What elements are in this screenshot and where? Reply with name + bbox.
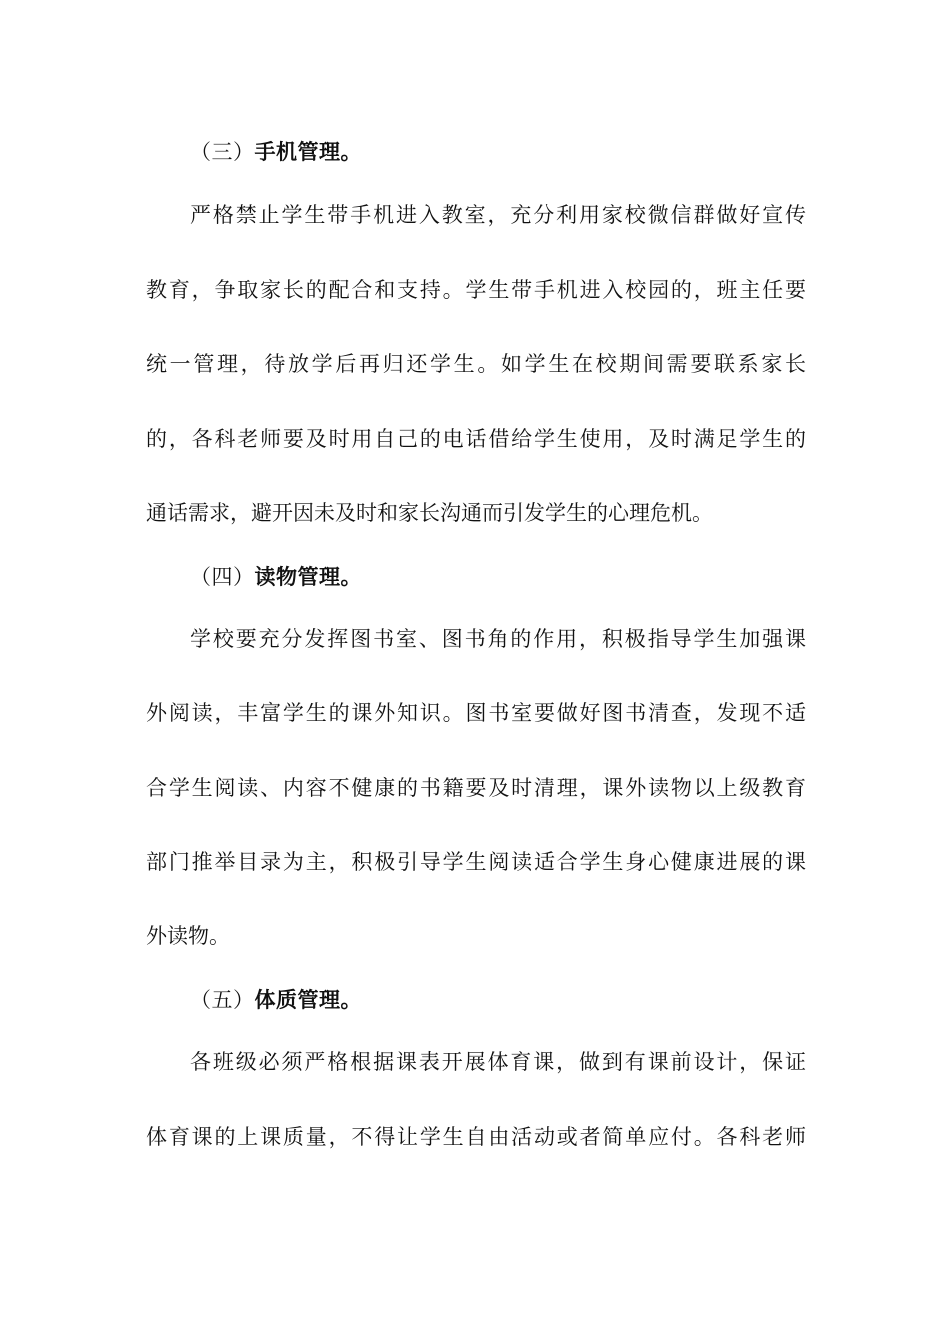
section-title: 手机管理。: [254, 139, 362, 164]
paragraph-line: 严格禁止学生带手机进入教室，充分利用家校微信群做好宣传: [190, 203, 806, 227]
section-number: （三）: [190, 140, 255, 164]
paragraph-line: 外读物。: [146, 924, 230, 948]
paragraph-line: 教育，争取家长的配合和支持。学生带手机进入校园的，班主任要: [146, 278, 806, 302]
section-heading-5: [190, 986, 362, 1014]
section-title: 体质管理。: [254, 987, 362, 1012]
paragraph-line: 的，各科老师要及时用自己的电话借给学生使用，及时满足学生的: [146, 427, 806, 451]
section-heading-3: [190, 138, 362, 166]
section-heading-4: [190, 563, 362, 591]
paragraph-line: 通话需求，避开因未及时和家长沟通而引发学生的心理危机。: [146, 501, 713, 525]
section-number: （四）: [190, 565, 255, 589]
paragraph-line: 合学生阅读、内容不健康的书籍要及时清理，课外读物以上级教育: [146, 776, 806, 800]
paragraph-line: 体育课的上课质量，不得让学生自由活动或者简单应付。各科老师: [146, 1125, 806, 1149]
paragraph-line: 外阅读，丰富学生的课外知识。图书室要做好图书清查，发现不适: [146, 701, 806, 725]
paragraph-line: 部门推举目录为主，积极引导学生阅读适合学生身心健康进展的课: [146, 850, 806, 874]
section-number: （五）: [190, 988, 255, 1012]
section-title: 读物管理。: [254, 564, 362, 589]
paragraph-line: 各班级必须严格根据课表开展体育课，做到有课前设计，保证: [190, 1050, 806, 1074]
paragraph-line: 统一管理，待放学后再归还学生。如学生在校期间需要联系家长: [146, 352, 806, 376]
paragraph-line: 学校要充分发挥图书室、图书角的作用，积极指导学生加强课: [190, 627, 806, 651]
